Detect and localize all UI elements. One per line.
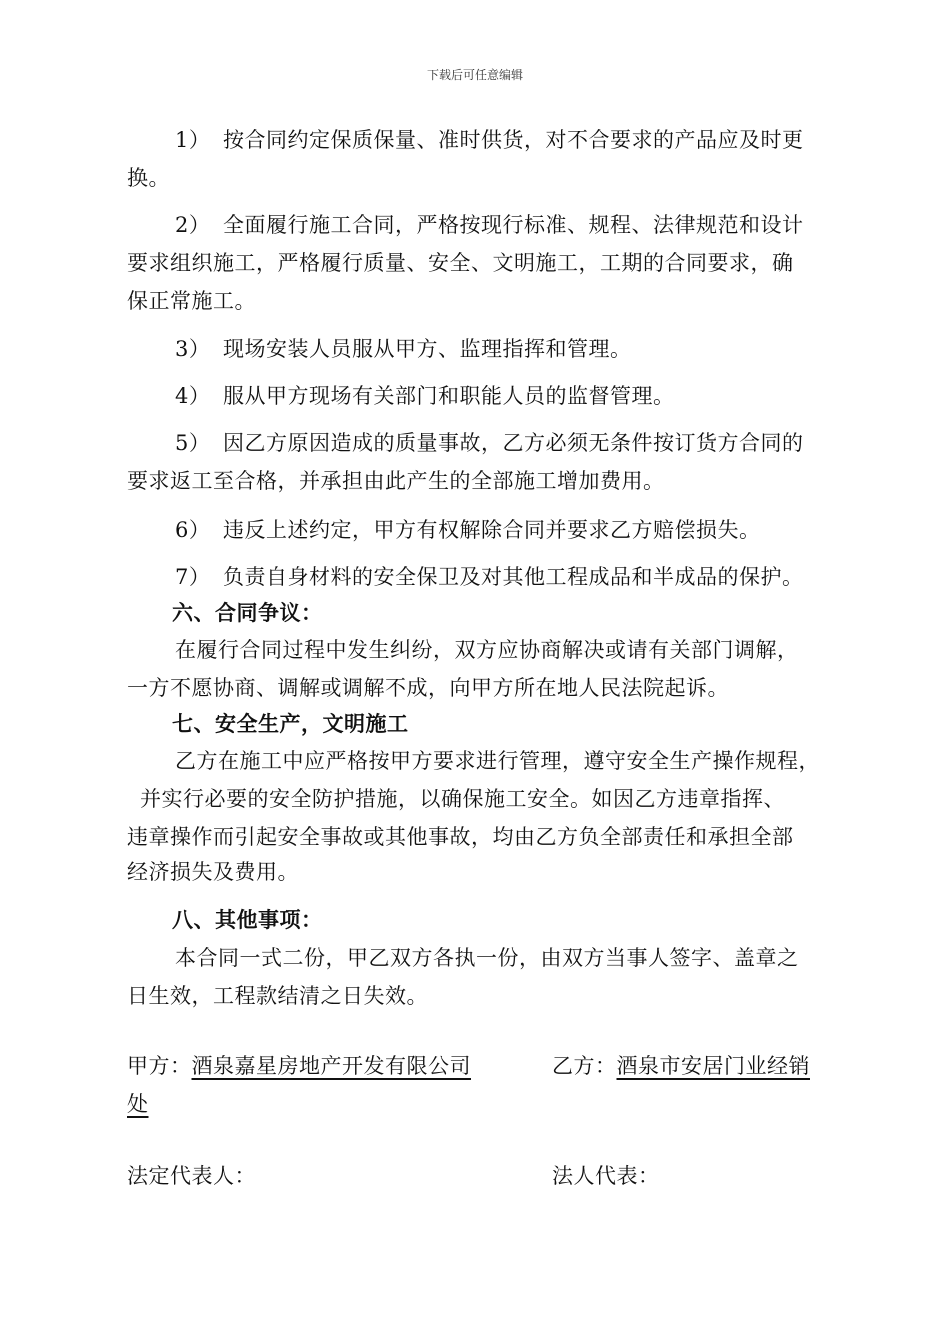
list-item-7: [175, 561, 804, 591]
party-b: [552, 1050, 810, 1080]
item-text: 违反上述约定，甲方有权解除合同并要求乙方赔偿损失。: [223, 518, 761, 542]
item-number: 5）: [175, 431, 211, 455]
section-7-heading: 七、安全生产，文明施工: [172, 711, 409, 736]
section-7-line-3: 违章操作而引起安全事故或其他事故，均由乙方负全部责任和承担全部: [127, 825, 794, 849]
party-b-name: 酒泉市安居门业经销: [616, 1054, 810, 1078]
section-8-line-1: 本合同一式二份，甲乙双方各执一份，由双方当事人签字、盖章之: [175, 946, 799, 970]
party-a-label: 甲方：: [127, 1054, 192, 1078]
list-item-5-line-1: [175, 427, 804, 457]
item-number: 6）: [175, 518, 211, 542]
section-7-line-2: 并实行必要的安全防护措施，以确保施工安全。如因乙方违章指挥、: [140, 787, 785, 811]
section-6-line-1: 在履行合同过程中发生纠纷，双方应协商解决或请有关部门调解，: [175, 638, 799, 662]
item-number: 4）: [175, 384, 211, 408]
list-item-1-line-1: [175, 124, 804, 154]
item-number: 1）: [175, 128, 211, 152]
item-number: 2）: [175, 213, 211, 237]
list-item-6: [175, 514, 761, 544]
party-b-label: 乙方：: [552, 1054, 617, 1078]
section-8-line-2: 日生效，工程款结清之日失效。: [127, 984, 428, 1008]
item-text: 全面履行施工合同，严格按现行标准、规程、法律规范和设计: [223, 213, 804, 237]
legal-representative-a: 法定代表人：: [127, 1164, 256, 1188]
party-a-name-continued: 处: [127, 1092, 149, 1116]
party-a-name: 酒泉嘉星房地产开发有限公司: [191, 1054, 471, 1078]
section-7-line-1: 乙方在施工中应严格按甲方要求进行管理，遵守安全生产操作规程，: [175, 749, 820, 773]
list-item-5-line-2: 要求返工至合格，并承担由此产生的全部施工增加费用。: [127, 469, 665, 493]
list-item-1-line-2: 换。: [127, 166, 170, 190]
item-text: 负责自身材料的安全保卫及对其他工程成品和半成品的保护。: [223, 565, 804, 589]
item-text: 因乙方原因造成的质量事故，乙方必须无条件按订货方合同的: [223, 431, 804, 455]
list-item-2-line-2: 要求组织施工，严格履行质量、安全、文明施工，工期的合同要求，确: [127, 251, 794, 275]
list-item-4: [175, 380, 675, 410]
item-text: 现场安装人员服从甲方、监理指挥和管理。: [223, 337, 632, 361]
item-text: 按合同约定保质保量、准时供货，对不合要求的产品应及时更: [223, 128, 804, 152]
item-number: 3）: [175, 337, 211, 361]
section-6-line-2: 一方不愿协商、调解或调解不成，向甲方所在地人民法院起诉。: [127, 676, 729, 700]
legal-representative-b: 法人代表：: [552, 1164, 660, 1188]
section-8-heading: 八、其他事项：: [172, 907, 323, 932]
header-note: 下载后可任意编辑: [426, 68, 523, 82]
list-item-2-line-3: 保正常施工。: [127, 289, 256, 313]
list-item-3: [175, 333, 632, 363]
item-number: 7）: [175, 565, 211, 589]
item-text: 服从甲方现场有关部门和职能人员的监督管理。: [223, 384, 675, 408]
party-a: [127, 1050, 471, 1080]
section-6-heading: 六、合同争议：: [172, 600, 323, 625]
section-7-line-4: 经济损失及费用。: [127, 860, 299, 884]
list-item-2-line-1: [175, 209, 804, 239]
